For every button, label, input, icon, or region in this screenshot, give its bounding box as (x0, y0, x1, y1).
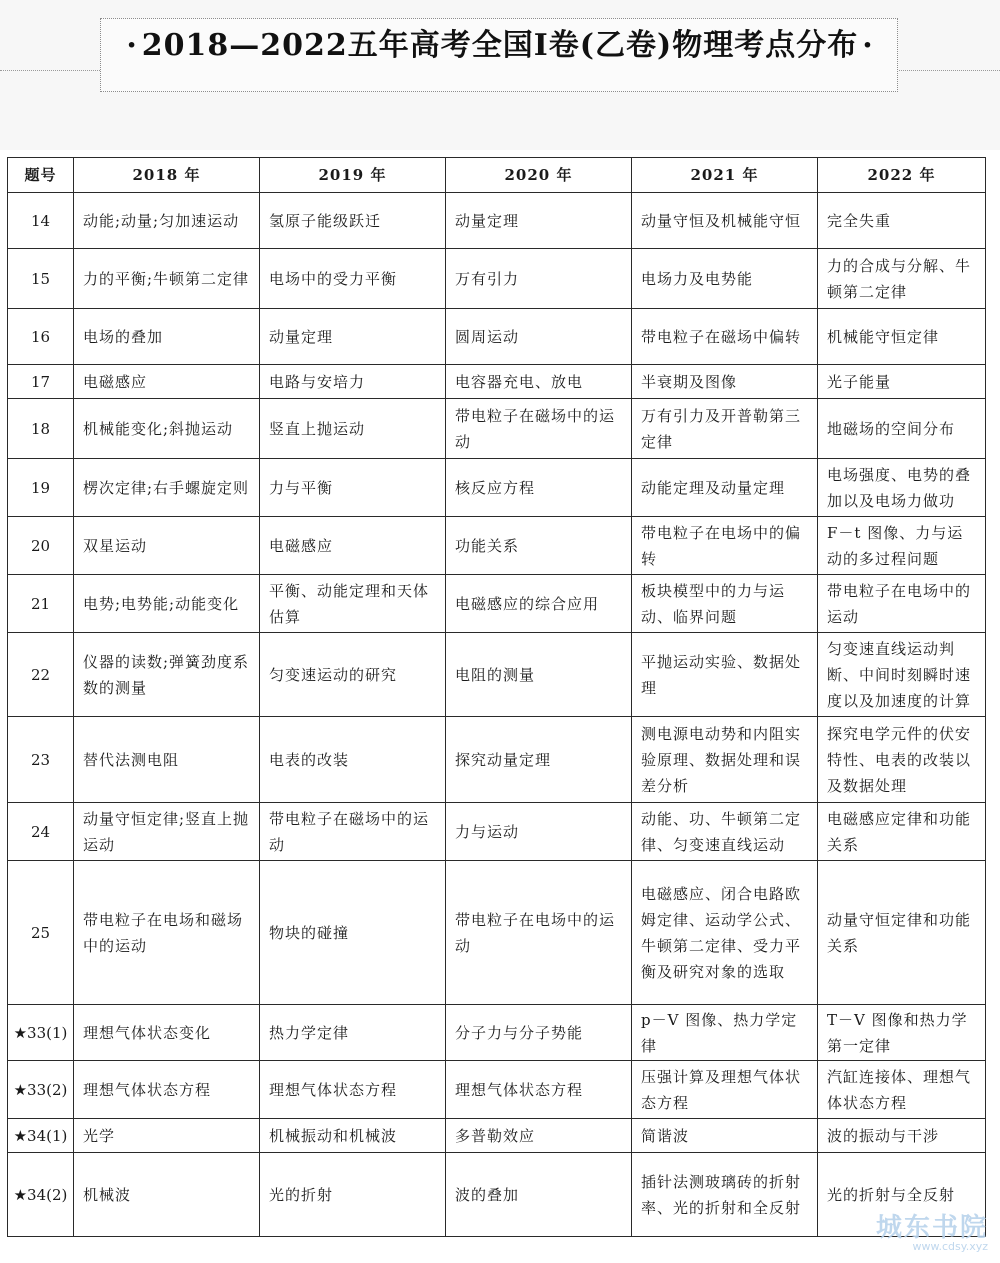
exam-topic-table (7, 157, 986, 1237)
topic-cell: 分子力与分子势能 (446, 1005, 632, 1061)
topic-cell: 汽缸连接体、理想气体状态方程 (818, 1061, 986, 1119)
question-number-cell: 18 (8, 399, 74, 459)
topic-cell: 板块模型中的力与运动、临界问题 (632, 575, 818, 633)
topic-cell: 探究电学元件的伏安特性、电表的改装以及数据处理 (818, 717, 986, 803)
table-row (8, 309, 986, 365)
topic-cell: 光子能量 (818, 365, 986, 399)
topic-cell: 电磁感应定律和功能关系 (818, 803, 986, 861)
column-header: 2021 年 (632, 158, 818, 193)
topic-cell: 动量守恒及机械能守恒 (632, 193, 818, 249)
table-row (8, 399, 986, 459)
topic-cell: 带电粒子在磁场中的运动 (446, 399, 632, 459)
column-header: 2022 年 (818, 158, 986, 193)
question-number-cell: 17 (8, 365, 74, 399)
topic-cell: 竖直上抛运动 (260, 399, 446, 459)
topic-cell: 插针法测玻璃砖的折射率、光的折射和全反射 (632, 1153, 818, 1237)
topic-cell: 机械波 (74, 1153, 260, 1237)
table-row (8, 1119, 986, 1153)
question-number-cell: 16 (8, 309, 74, 365)
topic-cell: 核反应方程 (446, 459, 632, 517)
topic-cell: 力的合成与分解、牛顿第二定律 (818, 249, 986, 309)
table-row (8, 1061, 986, 1119)
question-number-cell: 15 (8, 249, 74, 309)
question-number-cell: ★33(2) (8, 1061, 74, 1119)
topic-cell: 带电粒子在磁场中偏转 (632, 309, 818, 365)
watermark-url: www.cdsy.xyz (912, 1240, 988, 1253)
table-header-row (8, 158, 986, 193)
topic-cell: 电场的叠加 (74, 309, 260, 365)
topic-cell: 波的叠加 (446, 1153, 632, 1237)
topic-cell: 半衰期及图像 (632, 365, 818, 399)
topic-cell: 多普勒效应 (446, 1119, 632, 1153)
topic-cell: 替代法测电阻 (74, 717, 260, 803)
topic-cell: 带电粒子在电场中的偏转 (632, 517, 818, 575)
topic-cell: 楞次定律;右手螺旋定则 (74, 459, 260, 517)
topic-cell: 力与平衡 (260, 459, 446, 517)
topic-cell: 动量定理 (260, 309, 446, 365)
topic-cell: 电路与安培力 (260, 365, 446, 399)
topic-cell: 电容器充电、放电 (446, 365, 632, 399)
table-row (8, 365, 986, 399)
topic-cell: 氢原子能级跃迁 (260, 193, 446, 249)
topic-cell: 双星运动 (74, 517, 260, 575)
topic-cell: 电场中的受力平衡 (260, 249, 446, 309)
question-number-cell: ★33(1) (8, 1005, 74, 1061)
topic-cell: 动能、功、牛顿第二定律、匀变速直线运动 (632, 803, 818, 861)
topic-cell: 完全失重 (818, 193, 986, 249)
table-row (8, 1153, 986, 1237)
topic-cell: 带电粒子在磁场中的运动 (260, 803, 446, 861)
watermark-text: 城东书院 (875, 1213, 988, 1243)
question-number-cell: ★34(2) (8, 1153, 74, 1237)
topic-cell: 带电粒子在电场和磁场中的运动 (74, 861, 260, 1005)
topic-cell: 理想气体状态方程 (74, 1061, 260, 1119)
topic-cell: 力的平衡;牛顿第二定律 (74, 249, 260, 309)
topic-cell: 平抛运动实验、数据处理 (632, 633, 818, 717)
topic-cell: 光的折射与全反射 (818, 1153, 986, 1237)
watermark (876, 1207, 988, 1253)
table-row (8, 861, 986, 1005)
topic-cell: T－V 图像和热力学第一定律 (818, 1005, 986, 1061)
topic-cell: 带电粒子在电场中的运动 (818, 575, 986, 633)
topic-cell: 万有引力及开普勒第三定律 (632, 399, 818, 459)
topic-cell: 理想气体状态变化 (74, 1005, 260, 1061)
topic-cell: 光学 (74, 1119, 260, 1153)
topic-cell: 电表的改装 (260, 717, 446, 803)
topic-cell: 圆周运动 (446, 309, 632, 365)
topic-cell: 压强计算及理想气体状态方程 (632, 1061, 818, 1119)
topic-cell: 电磁感应的综合应用 (446, 575, 632, 633)
topic-cell: p－V 图像、热力学定律 (632, 1005, 818, 1061)
question-number-cell: 20 (8, 517, 74, 575)
question-number-cell: 19 (8, 459, 74, 517)
topic-cell: 带电粒子在电场中的运动 (446, 861, 632, 1005)
topic-cell: 电场力及电势能 (632, 249, 818, 309)
question-number-cell: 23 (8, 717, 74, 803)
table-row (8, 575, 986, 633)
column-header: 题号 (8, 158, 74, 193)
question-number-cell: ★34(1) (8, 1119, 74, 1153)
topic-cell: 动能;动量;匀加速运动 (74, 193, 260, 249)
topic-cell: 物块的碰撞 (260, 861, 446, 1005)
topic-cell: 热力学定律 (260, 1005, 446, 1061)
topic-cell: 万有引力 (446, 249, 632, 309)
table-row (8, 459, 986, 517)
question-number-cell: 21 (8, 575, 74, 633)
table-row (8, 717, 986, 803)
topic-cell: 地磁场的空间分布 (818, 399, 986, 459)
topic-cell: 探究动量定理 (446, 717, 632, 803)
table-body (8, 193, 986, 1237)
topic-cell: 机械能守恒定律 (818, 309, 986, 365)
topic-cell: F－t 图像、力与运动的多过程问题 (818, 517, 986, 575)
topic-cell: 仪器的读数;弹簧劲度系数的测量 (74, 633, 260, 717)
table-row (8, 803, 986, 861)
topic-cell: 动量守恒定律;竖直上抛运动 (74, 803, 260, 861)
table-row (8, 249, 986, 309)
topic-cell: 理想气体状态方程 (260, 1061, 446, 1119)
topic-cell: 动量守恒定律和功能关系 (818, 861, 986, 1005)
table-row (8, 193, 986, 249)
topic-cell: 光的折射 (260, 1153, 446, 1237)
topic-cell: 功能关系 (446, 517, 632, 575)
topic-cell: 匀变速直线运动判断、中间时刻瞬时速度以及加速度的计算 (818, 633, 986, 717)
topic-cell: 动量定理 (446, 193, 632, 249)
column-header: 2018 年 (74, 158, 260, 193)
column-header: 2019 年 (260, 158, 446, 193)
topic-cell: 平衡、动能定理和天体估算 (260, 575, 446, 633)
topic-cell: 理想气体状态方程 (446, 1061, 632, 1119)
topic-cell: 电势;电势能;动能变化 (74, 575, 260, 633)
page-title: · 2018—2022五年高考全国Ⅰ卷(乙卷)物理考点分布 · (126, 28, 874, 63)
question-number-cell: 24 (8, 803, 74, 861)
page-title-text: 2018—2022五年高考全国Ⅰ卷(乙卷)物理考点分布 (141, 28, 859, 63)
topic-cell: 测电源电动势和内阻实验原理、数据处理和误差分析 (632, 717, 818, 803)
topic-cell: 波的振动与干涉 (818, 1119, 986, 1153)
question-number-cell: 14 (8, 193, 74, 249)
table-row (8, 517, 986, 575)
topic-cell: 电场强度、电势的叠加以及电场力做功 (818, 459, 986, 517)
topic-cell: 简谐波 (632, 1119, 818, 1153)
question-number-cell: 22 (8, 633, 74, 717)
table-row (8, 1005, 986, 1061)
topic-cell: 机械振动和机械波 (260, 1119, 446, 1153)
topic-cell: 匀变速运动的研究 (260, 633, 446, 717)
question-number-cell: 25 (8, 861, 74, 1005)
column-header: 2020 年 (446, 158, 632, 193)
table-row (8, 633, 986, 717)
topic-cell: 电阻的测量 (446, 633, 632, 717)
topic-cell: 力与运动 (446, 803, 632, 861)
topic-cell: 电磁感应、闭合电路欧姆定律、运动学公式、牛顿第二定律、受力平衡及研究对象的选取 (632, 861, 818, 1005)
topic-cell: 动能定理及动量定理 (632, 459, 818, 517)
topic-cell: 电磁感应 (260, 517, 446, 575)
topic-cell: 机械能变化;斜抛运动 (74, 399, 260, 459)
topic-cell: 电磁感应 (74, 365, 260, 399)
